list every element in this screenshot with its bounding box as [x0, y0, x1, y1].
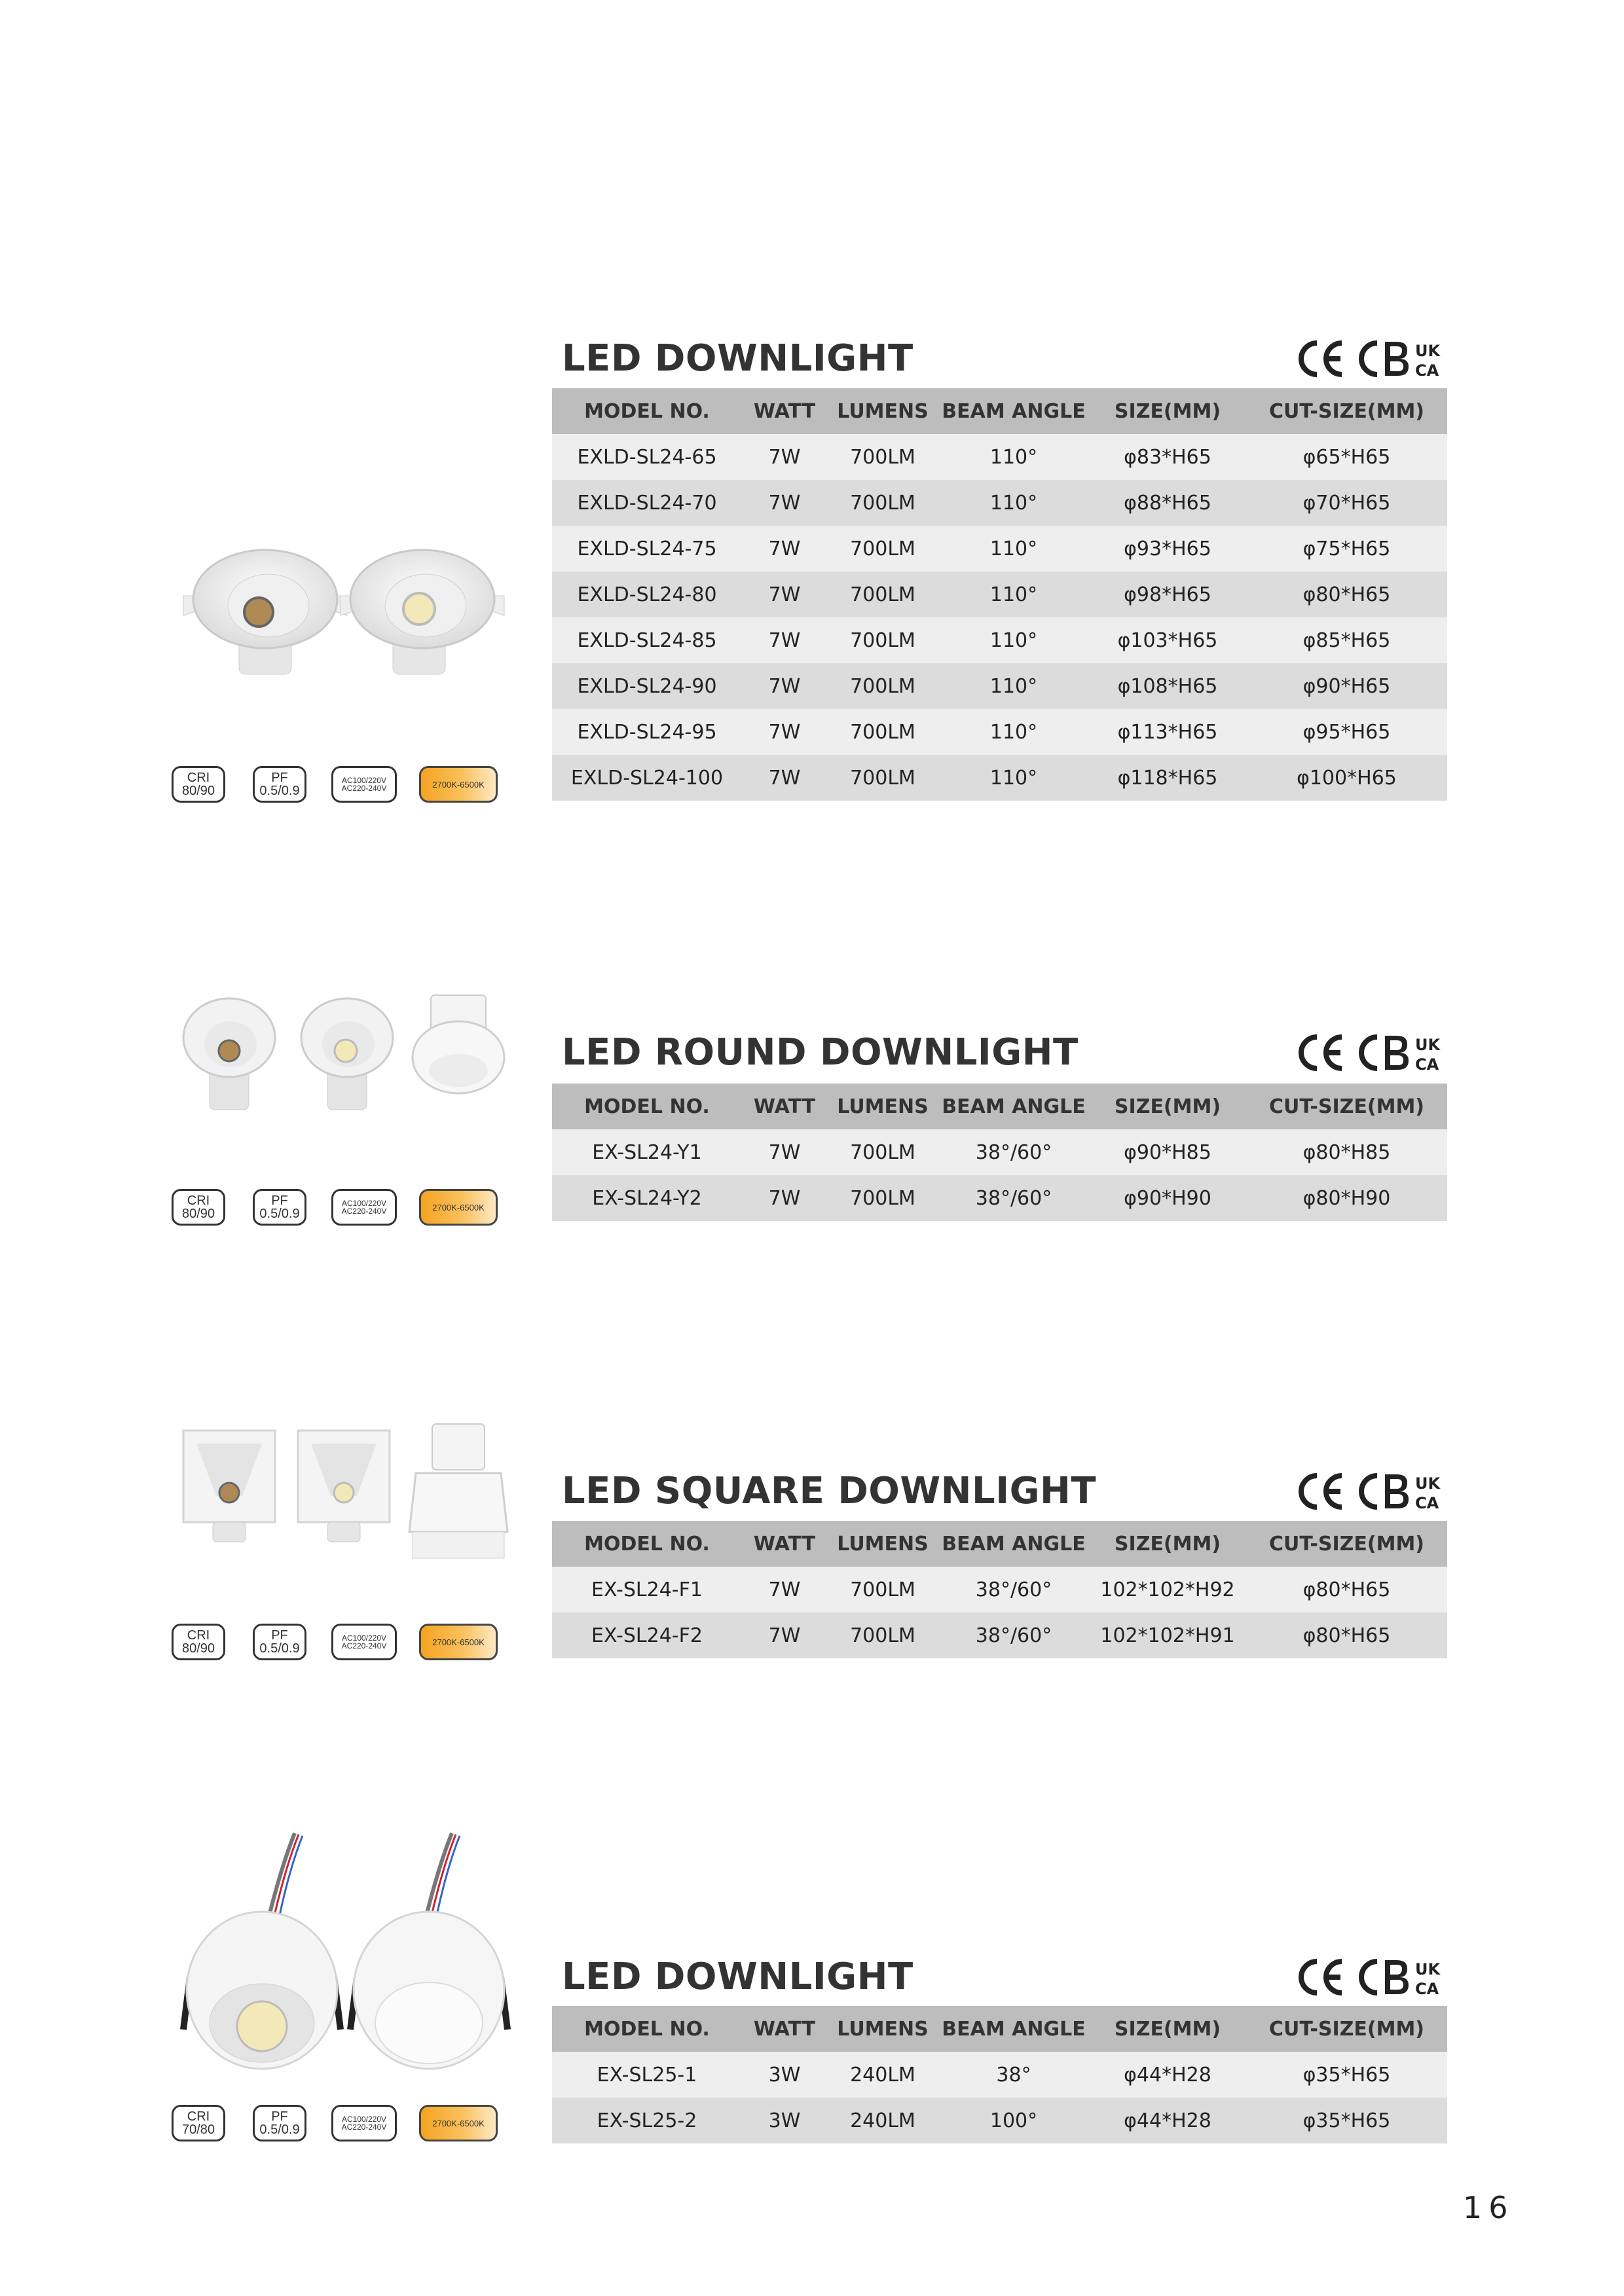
cell-beam: 110° [938, 617, 1089, 663]
cri-badge [172, 1189, 225, 1226]
cri-badge [172, 1624, 225, 1660]
voltage-line1: AC100/220V [341, 776, 387, 785]
cell-model: EX-SL24-Y1 [552, 1129, 742, 1175]
cri-badge [172, 2105, 225, 2141]
spec-table [552, 388, 1447, 801]
cri-badge [172, 766, 225, 803]
voltage-line1: AC100/220V [341, 1633, 387, 1643]
cell-cut-size: φ75*H65 [1246, 526, 1447, 572]
cell-lumens: 240LM [827, 2098, 938, 2143]
svg-text:UK: UK [1415, 1036, 1441, 1054]
cell-beam: 38°/60° [938, 1613, 1089, 1658]
header-cut-size: CUT-SIZE(MM) [1246, 1084, 1447, 1129]
cell-size: φ103*H65 [1089, 617, 1246, 663]
header-cut-size: CUT-SIZE(MM) [1246, 388, 1447, 434]
svg-text:UK: UK [1415, 342, 1441, 360]
cell-watt: 7W [742, 755, 827, 801]
cct-badge: 2700K-6500K [419, 2105, 498, 2141]
pf-badge [253, 1624, 306, 1660]
cell-cut-size: φ35*H65 [1246, 2098, 1447, 2143]
header-size: SIZE(MM) [1089, 388, 1246, 434]
cell-watt: 7W [742, 617, 827, 663]
table-header-row [552, 1521, 1447, 1567]
cell-lumens: 700LM [827, 480, 938, 526]
cell-lumens: 700LM [827, 755, 938, 801]
cell-lumens: 700LM [827, 434, 938, 480]
spec-badges [172, 766, 499, 807]
cell-size: φ98*H65 [1089, 572, 1246, 617]
product-photo-downlight [177, 543, 517, 687]
cell-size: 102*102*H92 [1089, 1567, 1246, 1613]
spec-badges [172, 2105, 499, 2145]
section-title: LED DOWNLIGHT [562, 337, 913, 380]
table-row [552, 572, 1447, 617]
voltage-line2: AC220-240V [341, 1641, 387, 1650]
cell-beam: 38° [938, 2052, 1089, 2098]
header-lumens: LUMENS [827, 2006, 938, 2052]
pf-label: PF [271, 1194, 288, 1208]
cell-cut-size: φ80*H65 [1246, 1567, 1447, 1613]
table-header-row [552, 388, 1447, 434]
cell-size: φ83*H65 [1089, 434, 1246, 480]
header-model: MODEL NO. [552, 2006, 742, 2052]
table-row [552, 1129, 1447, 1175]
cct-badge: 2700K-6500K [419, 1189, 498, 1226]
pf-value: 0.5/0.9 [259, 784, 300, 798]
cell-cut-size: φ80*H85 [1246, 1129, 1447, 1175]
cell-model: EX-SL24-F1 [552, 1567, 742, 1613]
pf-badge [253, 1189, 306, 1226]
cri-value: 80/90 [181, 784, 215, 798]
cell-beam: 38°/60° [938, 1175, 1089, 1221]
section-title: LED ROUND DOWNLIGHT [562, 1031, 1079, 1074]
cell-watt: 7W [742, 1175, 827, 1221]
cell-watt: 7W [742, 526, 827, 572]
table-row [552, 1175, 1447, 1221]
header-watt: WATT [742, 1084, 827, 1129]
header-model: MODEL NO. [552, 1084, 742, 1129]
cell-size: φ113*H65 [1089, 709, 1246, 755]
cell-watt: 7W [742, 434, 827, 480]
svg-text:CA: CA [1415, 1494, 1439, 1511]
cell-cut-size: φ35*H65 [1246, 2052, 1447, 2098]
pf-value: 0.5/0.9 [259, 1207, 300, 1221]
header-size: SIZE(MM) [1089, 1521, 1246, 1567]
section-title: LED SQUARE DOWNLIGHT [562, 1470, 1097, 1512]
cell-model: EX-SL25-1 [552, 2052, 742, 2098]
cell-watt: 7W [742, 1613, 827, 1658]
cell-model: EXLD-SL24-65 [552, 434, 742, 480]
cell-beam: 110° [938, 572, 1089, 617]
voltage-badge [331, 766, 397, 803]
certification-marks-icon [1293, 1033, 1444, 1072]
header-beam-angle: BEAM ANGLE [938, 1084, 1089, 1129]
pf-value: 0.5/0.9 [259, 2123, 300, 2137]
spec-table [552, 1521, 1447, 1658]
cell-cut-size: φ70*H65 [1246, 480, 1447, 526]
cell-lumens: 700LM [827, 1613, 938, 1658]
spec-badges [172, 1624, 499, 1664]
svg-text:UK: UK [1415, 1960, 1441, 1978]
certification-marks-icon [1293, 1472, 1444, 1511]
header-size: SIZE(MM) [1089, 2006, 1246, 2052]
table-row [552, 709, 1447, 755]
cell-cut-size: φ100*H65 [1246, 755, 1447, 801]
table-row [552, 1567, 1447, 1613]
header-beam-angle: BEAM ANGLE [938, 1521, 1089, 1567]
cell-cut-size: φ65*H65 [1246, 434, 1447, 480]
cell-cut-size: φ80*H90 [1246, 1175, 1447, 1221]
cell-beam: 110° [938, 709, 1089, 755]
table-header-row [552, 1084, 1447, 1129]
voltage-line2: AC220-240V [341, 784, 387, 793]
cell-beam: 38°/60° [938, 1567, 1089, 1613]
cell-lumens: 700LM [827, 526, 938, 572]
cell-size: 102*102*H91 [1089, 1613, 1246, 1658]
cell-model: EXLD-SL24-80 [552, 572, 742, 617]
cell-beam: 110° [938, 526, 1089, 572]
cell-cut-size: φ85*H65 [1246, 617, 1447, 663]
cell-beam: 110° [938, 663, 1089, 709]
cell-size: φ108*H65 [1089, 663, 1246, 709]
cell-watt: 7W [742, 663, 827, 709]
pf-value: 0.5/0.9 [259, 1641, 300, 1656]
cct-badge: 2700K-6500K [419, 1624, 498, 1660]
cell-model: EXLD-SL24-85 [552, 617, 742, 663]
cell-cut-size: φ90*H65 [1246, 663, 1447, 709]
product-photo-square-downlight [177, 1417, 517, 1561]
cell-watt: 7W [742, 709, 827, 755]
page-number: 16 [1463, 2190, 1515, 2225]
cell-model: EX-SL24-Y2 [552, 1175, 742, 1221]
cell-beam: 110° [938, 480, 1089, 526]
cell-beam: 110° [938, 434, 1089, 480]
header-lumens: LUMENS [827, 388, 938, 434]
spec-table [552, 1084, 1447, 1221]
cell-model: EX-SL24-F2 [552, 1613, 742, 1658]
voltage-line2: AC220-240V [341, 1207, 387, 1216]
cri-value: 80/90 [181, 1641, 215, 1656]
cell-lumens: 700LM [827, 1567, 938, 1613]
product-photo-mini-downlight [177, 1827, 517, 2082]
cell-beam: 110° [938, 755, 1089, 801]
section-title: LED DOWNLIGHT [562, 1956, 913, 1998]
cct-badge: 2700K-6500K [419, 766, 498, 803]
cell-beam: 100° [938, 2098, 1089, 2143]
cell-size: φ90*H85 [1089, 1129, 1246, 1175]
header-lumens: LUMENS [827, 1084, 938, 1129]
table-row [552, 480, 1447, 526]
header-cut-size: CUT-SIZE(MM) [1246, 1521, 1447, 1567]
cri-label: CRI [187, 771, 210, 785]
cri-value: 80/90 [181, 1207, 215, 1221]
product-photo-round-downlight [177, 985, 517, 1116]
table-header-row [552, 2006, 1447, 2052]
cri-label: CRI [187, 1194, 210, 1208]
table-row [552, 755, 1447, 801]
cell-model: EXLD-SL24-95 [552, 709, 742, 755]
spec-table [552, 2006, 1447, 2143]
table-row [552, 2098, 1447, 2143]
cell-beam: 38°/60° [938, 1129, 1089, 1175]
cell-size: φ44*H28 [1089, 2052, 1246, 2098]
header-lumens: LUMENS [827, 1521, 938, 1567]
spec-badges [172, 1189, 499, 1230]
header-model: MODEL NO. [552, 388, 742, 434]
table-row [552, 617, 1447, 663]
header-beam-angle: BEAM ANGLE [938, 388, 1089, 434]
cri-label: CRI [187, 2109, 210, 2124]
header-model: MODEL NO. [552, 1521, 742, 1567]
table-row [552, 1613, 1447, 1658]
header-watt: WATT [742, 1521, 827, 1567]
table-row [552, 526, 1447, 572]
voltage-line2: AC220-240V [341, 2123, 387, 2132]
cell-size: φ93*H65 [1089, 526, 1246, 572]
svg-text:CA: CA [1415, 361, 1439, 378]
cell-model: EXLD-SL24-90 [552, 663, 742, 709]
cell-watt: 7W [742, 480, 827, 526]
cri-label: CRI [187, 1628, 210, 1643]
header-watt: WATT [742, 2006, 827, 2052]
cell-lumens: 700LM [827, 1129, 938, 1175]
cell-size: φ88*H65 [1089, 480, 1246, 526]
pf-label: PF [271, 1628, 288, 1643]
header-size: SIZE(MM) [1089, 1084, 1246, 1129]
certification-marks-icon [1293, 339, 1444, 378]
cell-lumens: 700LM [827, 709, 938, 755]
voltage-badge [331, 1189, 397, 1226]
cell-model: EX-SL25-2 [552, 2098, 742, 2143]
cell-size: φ118*H65 [1089, 755, 1246, 801]
svg-text:CA: CA [1415, 1055, 1439, 1072]
svg-text:UK: UK [1415, 1474, 1441, 1493]
voltage-line1: AC100/220V [341, 1199, 387, 1208]
pf-badge [253, 766, 306, 803]
table-row [552, 434, 1447, 480]
table-row [552, 663, 1447, 709]
cell-watt: 3W [742, 2098, 827, 2143]
header-cut-size: CUT-SIZE(MM) [1246, 2006, 1447, 2052]
cell-cut-size: φ80*H65 [1246, 572, 1447, 617]
cell-lumens: 700LM [827, 617, 938, 663]
cell-lumens: 700LM [827, 663, 938, 709]
cell-model: EXLD-SL24-70 [552, 480, 742, 526]
svg-text:CA: CA [1415, 1980, 1439, 1997]
voltage-line1: AC100/220V [341, 2115, 387, 2124]
cell-lumens: 700LM [827, 572, 938, 617]
cell-watt: 7W [742, 1567, 827, 1613]
cell-watt: 7W [742, 572, 827, 617]
cell-size: φ90*H90 [1089, 1175, 1246, 1221]
cell-cut-size: φ80*H65 [1246, 1613, 1447, 1658]
header-watt: WATT [742, 388, 827, 434]
cell-lumens: 240LM [827, 2052, 938, 2098]
pf-label: PF [271, 2109, 288, 2124]
cell-model: EXLD-SL24-100 [552, 755, 742, 801]
cell-model: EXLD-SL24-75 [552, 526, 742, 572]
table-row [552, 2052, 1447, 2098]
cell-watt: 7W [742, 1129, 827, 1175]
voltage-badge [331, 1624, 397, 1660]
pf-label: PF [271, 771, 288, 785]
cell-watt: 3W [742, 2052, 827, 2098]
cell-size: φ44*H28 [1089, 2098, 1246, 2143]
cell-cut-size: φ95*H65 [1246, 709, 1447, 755]
pf-badge [253, 2105, 306, 2141]
header-beam-angle: BEAM ANGLE [938, 2006, 1089, 2052]
voltage-badge [331, 2105, 397, 2141]
certification-marks-icon [1293, 1958, 1444, 1997]
cri-value: 70/80 [181, 2123, 215, 2137]
cell-lumens: 700LM [827, 1175, 938, 1221]
